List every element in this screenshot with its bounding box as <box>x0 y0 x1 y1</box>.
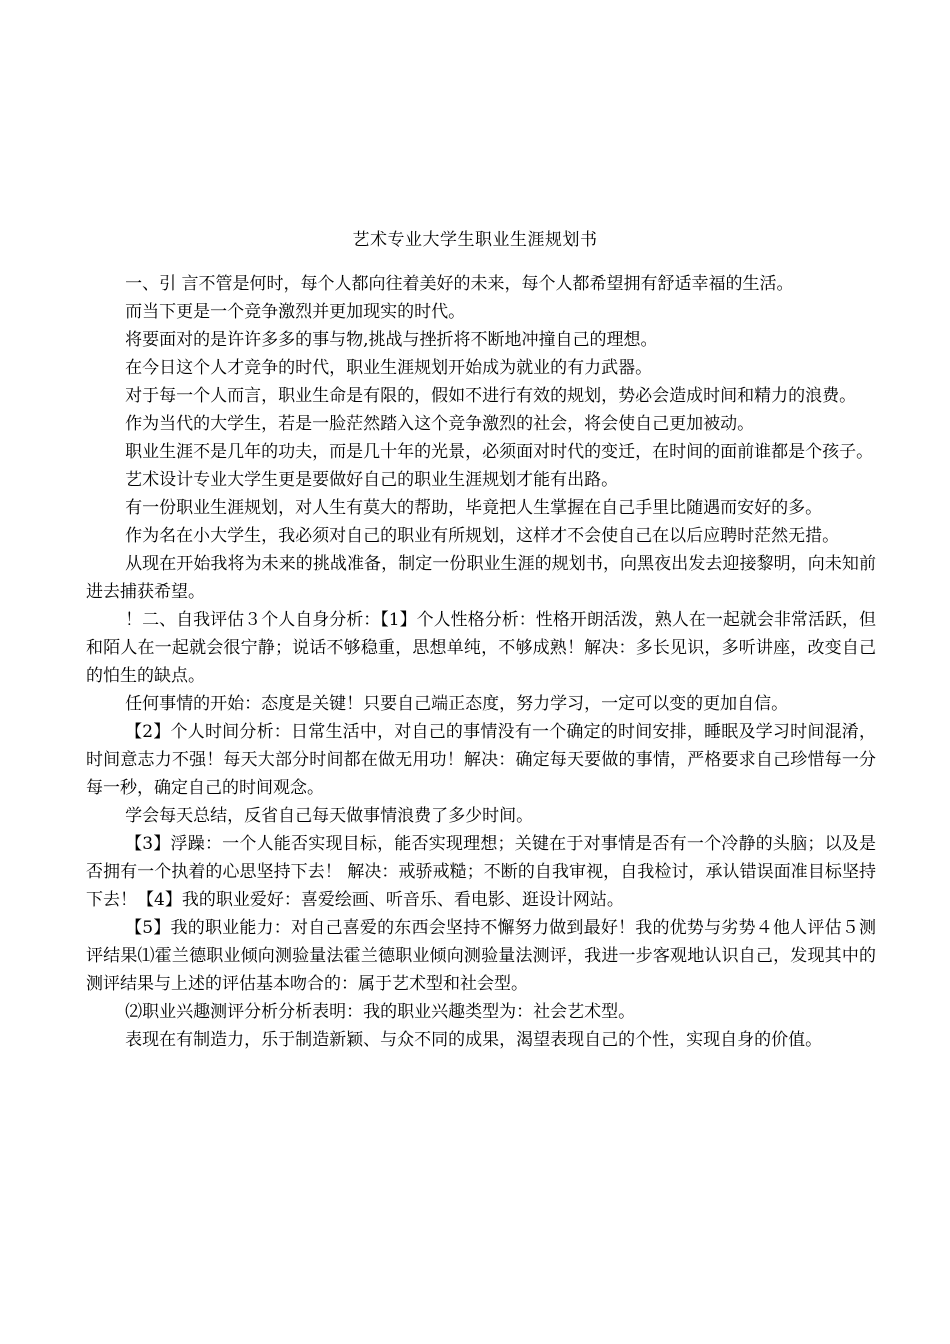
paragraph: 在今日这个人才竞争的时代，职业生涯规划开始成为就业的有力武器。 <box>125 358 653 378</box>
paragraph: 从现在开始我将为未来的挑战准备，制定一份职业生涯的规划书，向黑夜出发去迎接黎明，向未知前进去捕获希望。 <box>86 554 876 602</box>
paragraph: 表现在有制造力，乐于制造新颖、与众不同的成果，渴望表现自己的个性，实现自身的价值。 <box>125 1030 823 1050</box>
document-body <box>86 270 876 1054</box>
paragraph-career-ability: 【5】我的职业能力：对自己喜爱的东西会坚持不懈努力做到最好！我的优势与劣势４他人评估５测评结果⑴霍兰德职业倾向测验量法霍兰德职业倾向测验量法测评，我进一步客观地认识自己，发现其中的测评结果与上述的评估基本吻合的：属于艺术型和社会型。 <box>86 918 876 994</box>
paragraph: 有一份职业生涯规划，对人生有莫大的帮助，毕竟把人生掌握在自己手里比随遇而安好的多。 <box>125 498 823 518</box>
paragraph-self-assessment: ！二、自我评估３个人自身分析：【1】个人性格分析：性格开朗活泼，熟人在一起就会非常活跃，但和陌人在一起就会很宁静；说话不够稳重，思想单纯，不够成熟！解决：多长见识，多听讲座，改变自己的怕生的缺点。 <box>86 610 876 686</box>
paragraph: 任何事情的开始：态度是关键！只要自己端正态度，努力学习，一定可以变的更加自信。 <box>125 694 789 714</box>
document-title: 艺术专业大学生职业生涯规划书 <box>352 230 598 250</box>
paragraph: 将要面对的是许许多多的事与物,挑战与挫折将不断地冲撞自己的理想。 <box>125 330 658 350</box>
paragraph: 对于每一个人而言，职业生命是有限的，假如不进行有效的规划，势必会造成时间和精力的浪费。 <box>125 386 857 406</box>
paragraph: 作为名在小大学生，我必须对自己的职业有所规划，这样才不会使自己在以后应聘时茫然无措。 <box>125 526 840 546</box>
paragraph: ⑵职业兴趣测评分析分析表明：我的职业兴趣类型为：社会艺术型。 <box>125 1002 636 1022</box>
paragraph: 学会每天总结，反省自己每天做事情浪费了多少时间。 <box>125 806 534 826</box>
paragraph: 而当下更是一个竞争激烈并更加现实的时代。 <box>125 302 466 322</box>
paragraph-impetuousness: 【3】浮躁：一个人能否实现目标，能否实现理想；关键在于对事情是否有一个冷静的头脑；以及是否拥有一个执着的心思坚持下去！ 解决：戒骄戒糙；不断的自我审视，自我检讨，承认错误面准目标坚持下去！【4】我的职业爱好：喜爱绘画、听音乐、看电影、逛设计网站。 <box>86 834 876 910</box>
paragraph: 艺术设计专业大学生更是要做好自己的职业生涯规划才能有出路。 <box>125 470 619 490</box>
paragraph: 作为当代的大学生，若是一脸茫然踏入这个竞争激烈的社会，将会使自己更加被动。 <box>125 414 755 434</box>
paragraph-time-analysis: 【2】个人时间分析：日常生活中，对自己的事情没有一个确定的时间安排，睡眠及学习时间混淆，时间意志力不强！每天大部分时间都在做无用功！解决：确定每天要做的事情，严格要求自己珍惜每一分每一秒，确定自己的时间观念。 <box>86 722 876 798</box>
paragraph: 职业生涯不是几年的功夫，而是几十年的光景，必须面对时代的变迁，在时间的面前谁都是个孩子。 <box>125 442 874 462</box>
paragraph-introduction: 一、引 言不管是何时，每个人都向往着美好的未来，每个人都希望拥有舒适幸福的生活。 <box>125 274 794 294</box>
